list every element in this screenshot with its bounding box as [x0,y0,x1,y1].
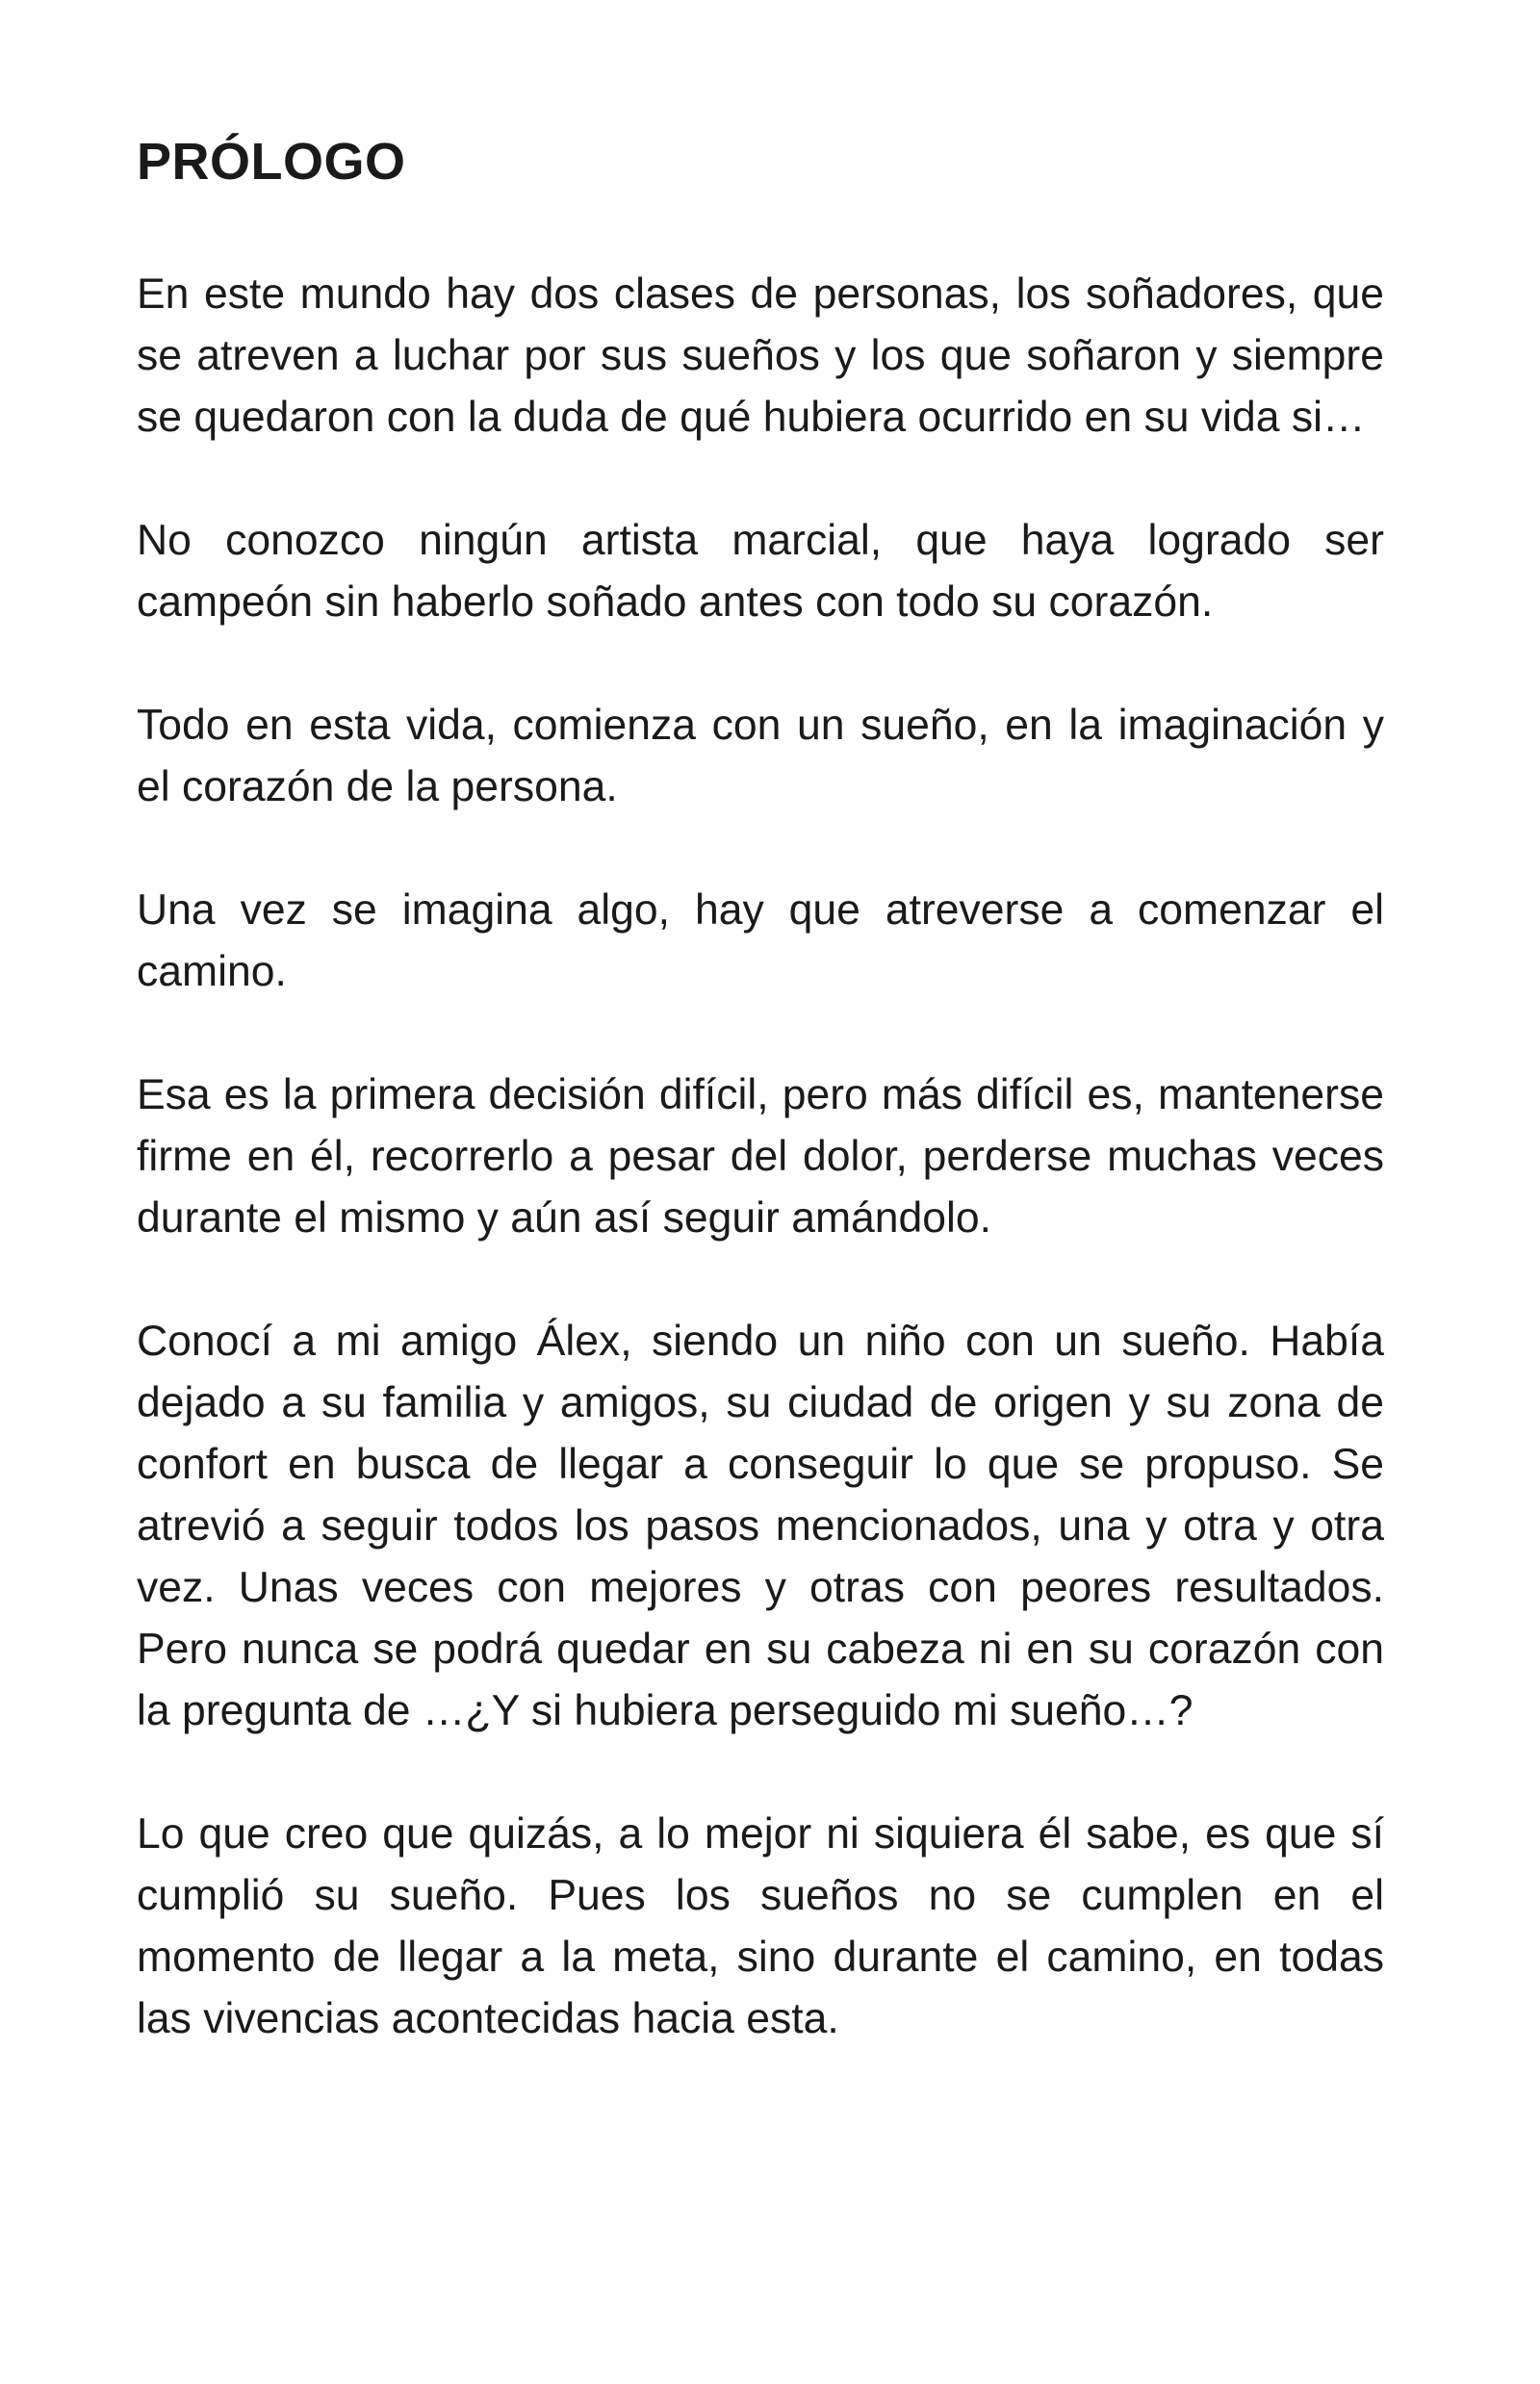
paragraph-4: Una vez se imagina algo, hay que atreverse a comenzar el camino. [137,886,1384,995]
paragraph-3: Todo en esta vida, comienza con un sueño, en la imaginación y el corazón de la persona. [137,702,1384,810]
chapter-title: PRÓLOGO [137,133,406,191]
document-page [137,123,1384,2050]
paragraph-7: Lo que creo que quizás, a lo mejor ni siquiera él sabe, es que sí cumplió su sueño. Pues los sueños no se cumplen en el momento de llegar a la meta, sino durante el camino, en todas las vivencias acontecidas hacia esta. [137,1810,1384,2042]
paragraph-5: Esa es la primera decisión difícil, pero más difícil es, mantenerse firme en él, recorrerlo a pesar del dolor, perderse muchas veces durante el mismo y aún así seguir amándolo. [137,1071,1384,1242]
paragraph-1: En este mundo hay dos clases de personas, los soñadores, que se atreven a luchar por sus sueños y los que soñaron y siempre se quedaron con la duda de qué hubiera ocurrido en su vida si… [137,270,1384,441]
paragraph-6: Conocí a mi amigo Álex, siendo un niño con un sueño. Había dejado a su familia y amigos, su ciudad de origen y su zona de confort en busca de llegar a conseguir lo que se propuso. Se atrevió a seguir todos los pasos mencionados, una y otra y otra vez. Unas veces con mejores y otras con peores resultados. Pero nunca se podrá quedar en su cabeza ni en su corazón con la pregunta de …¿Y si hubiera perseguido mi sueño…? [137,1318,1384,1734]
paragraph-2: No conozco ningún artista marcial, que haya logrado ser campeón sin haberlo soñado antes con todo su corazón. [137,517,1384,626]
